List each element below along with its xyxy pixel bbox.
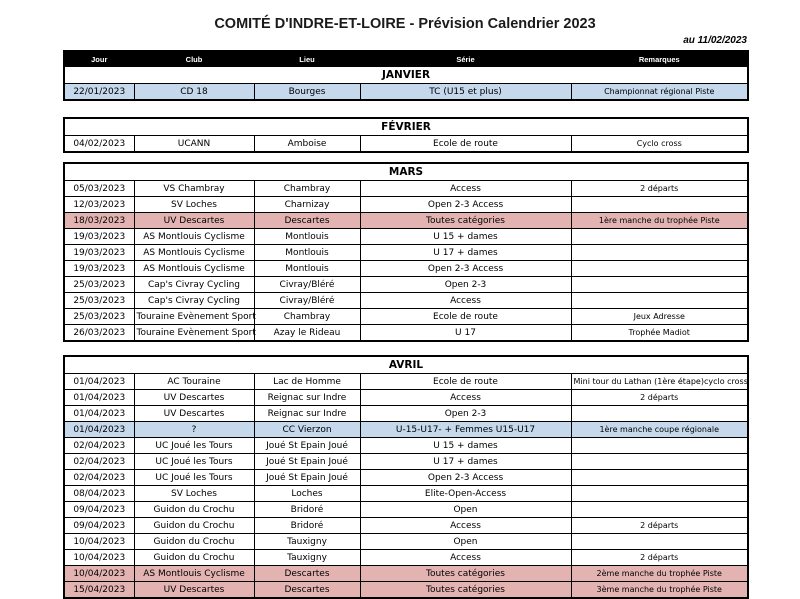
table-row bbox=[64, 438, 748, 454]
cell-jour: 19/03/2023 bbox=[64, 229, 134, 245]
cell-serie: Open bbox=[360, 502, 571, 518]
cell-serie: Open 2-3 Access bbox=[360, 470, 571, 486]
cell-serie: Open 2-3 bbox=[360, 277, 571, 293]
cell-serie: Toutes catégories bbox=[360, 582, 571, 599]
cell-remarques bbox=[571, 470, 748, 486]
cell-serie: U 17 + dames bbox=[360, 454, 571, 470]
table-row bbox=[64, 309, 748, 325]
cell-lieu: Montlouis bbox=[254, 261, 360, 277]
cell-remarques bbox=[571, 293, 748, 309]
cell-club: AS Montlouis Cyclisme bbox=[134, 566, 254, 582]
cell-lieu: Chambray bbox=[254, 309, 360, 325]
cell-jour: 19/03/2023 bbox=[64, 245, 134, 261]
cell-jour: 02/04/2023 bbox=[64, 470, 134, 486]
month-name: AVRIL bbox=[64, 356, 748, 374]
cell-jour: 01/04/2023 bbox=[64, 374, 134, 390]
cell-remarques: 2ème manche du trophée Piste bbox=[571, 566, 748, 582]
cell-lieu: Amboise bbox=[254, 136, 360, 153]
table-row bbox=[64, 181, 748, 197]
cell-serie: Ecole de route bbox=[360, 136, 571, 153]
calendar-table-février bbox=[63, 117, 749, 153]
cell-remarques: Cyclo cross bbox=[571, 136, 748, 153]
month-name: JANVIER bbox=[64, 67, 748, 84]
cell-serie: Open 2-3 Access bbox=[360, 261, 571, 277]
cell-lieu: Azay le Rideau bbox=[254, 325, 360, 342]
cell-serie: U 17 bbox=[360, 325, 571, 342]
cell-remarques bbox=[571, 277, 748, 293]
cell-club: Cap's Civray Cycling bbox=[134, 277, 254, 293]
cell-club: Guidon du Crochu bbox=[134, 518, 254, 534]
cell-serie: U 15 + dames bbox=[360, 438, 571, 454]
cell-remarques: Mini tour du Lathan (1ère étape)cyclo cross bbox=[571, 374, 748, 390]
month-header-row bbox=[64, 163, 748, 181]
cell-club: SV Loches bbox=[134, 486, 254, 502]
table-row bbox=[64, 197, 748, 213]
cell-club: UV Descartes bbox=[134, 406, 254, 422]
table-row bbox=[64, 486, 748, 502]
cell-remarques bbox=[571, 261, 748, 277]
cell-serie: U 15 + dames bbox=[360, 229, 571, 245]
cell-lieu: Montlouis bbox=[254, 245, 360, 261]
cell-remarques: 2 départs bbox=[571, 518, 748, 534]
cell-serie: Access bbox=[360, 390, 571, 406]
cell-remarques bbox=[571, 197, 748, 213]
month-name: FÉVRIER bbox=[64, 118, 748, 136]
cell-serie: Ecole de route bbox=[360, 309, 571, 325]
cell-lieu: Joué St Epain Joué bbox=[254, 470, 360, 486]
cell-club: Guidon du Crochu bbox=[134, 502, 254, 518]
cell-club: UC Joué les Tours bbox=[134, 438, 254, 454]
cell-serie: Elite-Open-Access bbox=[360, 486, 571, 502]
cell-jour: 25/03/2023 bbox=[64, 309, 134, 325]
cell-lieu: Joué St Epain Joué bbox=[254, 438, 360, 454]
cell-club: UV Descartes bbox=[134, 390, 254, 406]
cell-jour: 15/04/2023 bbox=[64, 582, 134, 599]
table-row bbox=[64, 582, 748, 599]
cell-remarques bbox=[571, 486, 748, 502]
cell-serie: Access bbox=[360, 181, 571, 197]
table-row bbox=[64, 245, 748, 261]
cell-serie: Toutes catégories bbox=[360, 566, 571, 582]
cell-lieu: Descartes bbox=[254, 213, 360, 229]
table-row bbox=[64, 470, 748, 486]
cell-serie: U 17 + dames bbox=[360, 245, 571, 261]
cell-lieu: Reignac sur Indre bbox=[254, 390, 360, 406]
cell-jour: 19/03/2023 bbox=[64, 261, 134, 277]
cell-lieu: Descartes bbox=[254, 566, 360, 582]
cell-jour: 08/04/2023 bbox=[64, 486, 134, 502]
cell-serie: Access bbox=[360, 293, 571, 309]
calendar-table-avril bbox=[63, 355, 749, 599]
cell-club: CD 18 bbox=[134, 84, 254, 101]
cell-serie: Open 2-3 bbox=[360, 406, 571, 422]
cell-club: Guidon du Crochu bbox=[134, 550, 254, 566]
cell-jour: 25/03/2023 bbox=[64, 277, 134, 293]
cell-remarques bbox=[571, 438, 748, 454]
as-of-date: au 11/02/2023 bbox=[683, 35, 747, 46]
cell-club: Cap's Civray Cycling bbox=[134, 293, 254, 309]
table-row bbox=[64, 325, 748, 342]
cell-jour: 18/03/2023 bbox=[64, 213, 134, 229]
cell-remarques bbox=[571, 502, 748, 518]
cell-remarques bbox=[571, 534, 748, 550]
cell-lieu: Civray/Bléré bbox=[254, 293, 360, 309]
cell-club: SV Loches bbox=[134, 197, 254, 213]
cell-serie: Access bbox=[360, 518, 571, 534]
calendar-tables bbox=[63, 50, 747, 599]
cell-club: VS Chambray bbox=[134, 181, 254, 197]
cell-remarques: 3ème manche du trophée Piste bbox=[571, 582, 748, 599]
table-row bbox=[64, 518, 748, 534]
month-header-row bbox=[64, 118, 748, 136]
column-header-lieu: Lieu bbox=[254, 51, 360, 67]
table-row bbox=[64, 422, 748, 438]
cell-club: AC Touraine bbox=[134, 374, 254, 390]
cell-jour: 25/03/2023 bbox=[64, 293, 134, 309]
cell-club: Touraine Evènement Sport bbox=[134, 309, 254, 325]
cell-lieu: Chambray bbox=[254, 181, 360, 197]
cell-club: UC Joué les Tours bbox=[134, 470, 254, 486]
cell-serie: Toutes catégories bbox=[360, 213, 571, 229]
table-row bbox=[64, 406, 748, 422]
page-title: COMITÉ D'INDRE-ET-LOIRE - Prévision Calendrier 2023 bbox=[214, 16, 596, 32]
cell-lieu: Montlouis bbox=[254, 229, 360, 245]
cell-serie: Ecole de route bbox=[360, 374, 571, 390]
column-header-club: Club bbox=[134, 51, 254, 67]
cell-jour: 12/03/2023 bbox=[64, 197, 134, 213]
month-header-row bbox=[64, 356, 748, 374]
cell-jour: 09/04/2023 bbox=[64, 502, 134, 518]
cell-remarques bbox=[571, 406, 748, 422]
cell-jour: 10/04/2023 bbox=[64, 534, 134, 550]
cell-lieu: Reignac sur Indre bbox=[254, 406, 360, 422]
cell-jour: 05/03/2023 bbox=[64, 181, 134, 197]
table-row bbox=[64, 84, 748, 101]
cell-jour: 26/03/2023 bbox=[64, 325, 134, 342]
table-row bbox=[64, 277, 748, 293]
cell-lieu: Joué St Epain Joué bbox=[254, 454, 360, 470]
cell-remarques: 2 départs bbox=[571, 181, 748, 197]
cell-lieu: Descartes bbox=[254, 582, 360, 599]
cell-club: UCANN bbox=[134, 136, 254, 153]
table-row bbox=[64, 261, 748, 277]
cell-jour: 02/04/2023 bbox=[64, 438, 134, 454]
cell-club: UV Descartes bbox=[134, 213, 254, 229]
table-row bbox=[64, 293, 748, 309]
cell-serie: TC (U15 et plus) bbox=[360, 84, 571, 101]
cell-lieu: Loches bbox=[254, 486, 360, 502]
cell-jour: 04/02/2023 bbox=[64, 136, 134, 153]
month-name: MARS bbox=[64, 163, 748, 181]
table-row bbox=[64, 534, 748, 550]
cell-club: AS Montlouis Cyclisme bbox=[134, 245, 254, 261]
column-header-jour: Jour bbox=[64, 51, 134, 67]
cell-club: UC Joué les Tours bbox=[134, 454, 254, 470]
table-row bbox=[64, 550, 748, 566]
table-row bbox=[64, 454, 748, 470]
cell-serie: Open 2-3 Access bbox=[360, 197, 571, 213]
column-header-remarques: Remarques bbox=[571, 51, 748, 67]
cell-club: UV Descartes bbox=[134, 582, 254, 599]
table-row bbox=[64, 136, 748, 153]
cell-remarques bbox=[571, 245, 748, 261]
table-row bbox=[64, 566, 748, 582]
cell-lieu: CC Vierzon bbox=[254, 422, 360, 438]
cell-remarques bbox=[571, 229, 748, 245]
cell-serie: Access bbox=[360, 550, 571, 566]
cell-remarques: 1ère manche coupe régionale bbox=[571, 422, 748, 438]
cell-jour: 10/04/2023 bbox=[64, 550, 134, 566]
calendar-table-janvier bbox=[63, 50, 749, 101]
cell-lieu: Charnizay bbox=[254, 197, 360, 213]
cell-jour: 09/04/2023 bbox=[64, 518, 134, 534]
cell-club: Touraine Evènement Sport bbox=[134, 325, 254, 342]
cell-remarques: Jeux Adresse bbox=[571, 309, 748, 325]
cell-jour: 02/04/2023 bbox=[64, 454, 134, 470]
column-header-serie: Série bbox=[360, 51, 571, 67]
cell-lieu: Tauxigny bbox=[254, 550, 360, 566]
cell-club: AS Montlouis Cyclisme bbox=[134, 261, 254, 277]
cell-jour: 01/04/2023 bbox=[64, 422, 134, 438]
table-row bbox=[64, 374, 748, 390]
cell-remarques: 2 départs bbox=[571, 390, 748, 406]
cell-lieu: Tauxigny bbox=[254, 534, 360, 550]
column-header-row bbox=[64, 51, 748, 67]
cell-remarques: 1ère manche du trophée Piste bbox=[571, 213, 748, 229]
cell-remarques bbox=[571, 454, 748, 470]
month-header-row bbox=[64, 67, 748, 84]
cell-lieu: Civray/Bléré bbox=[254, 277, 360, 293]
cell-serie: U-15-U17- + Femmes U15-U17 bbox=[360, 422, 571, 438]
cell-serie: Open bbox=[360, 534, 571, 550]
cell-club: ? bbox=[134, 422, 254, 438]
cell-jour: 01/04/2023 bbox=[64, 390, 134, 406]
cell-club: Guidon du Crochu bbox=[134, 534, 254, 550]
table-row bbox=[64, 390, 748, 406]
cell-remarques: Championnat régional Piste bbox=[571, 84, 748, 101]
cell-lieu: Bridoré bbox=[254, 518, 360, 534]
cell-jour: 10/04/2023 bbox=[64, 566, 134, 582]
cell-remarques: Trophée Madiot bbox=[571, 325, 748, 342]
calendar-table-mars bbox=[63, 162, 749, 342]
cell-club: AS Montlouis Cyclisme bbox=[134, 229, 254, 245]
table-row bbox=[64, 213, 748, 229]
cell-lieu: Lac de Homme bbox=[254, 374, 360, 390]
cell-lieu: Bourges bbox=[254, 84, 360, 101]
cell-jour: 01/04/2023 bbox=[64, 406, 134, 422]
cell-lieu: Bridoré bbox=[254, 502, 360, 518]
cell-remarques: 2 départs bbox=[571, 550, 748, 566]
table-row bbox=[64, 502, 748, 518]
table-row bbox=[64, 229, 748, 245]
cell-jour: 22/01/2023 bbox=[64, 84, 134, 101]
